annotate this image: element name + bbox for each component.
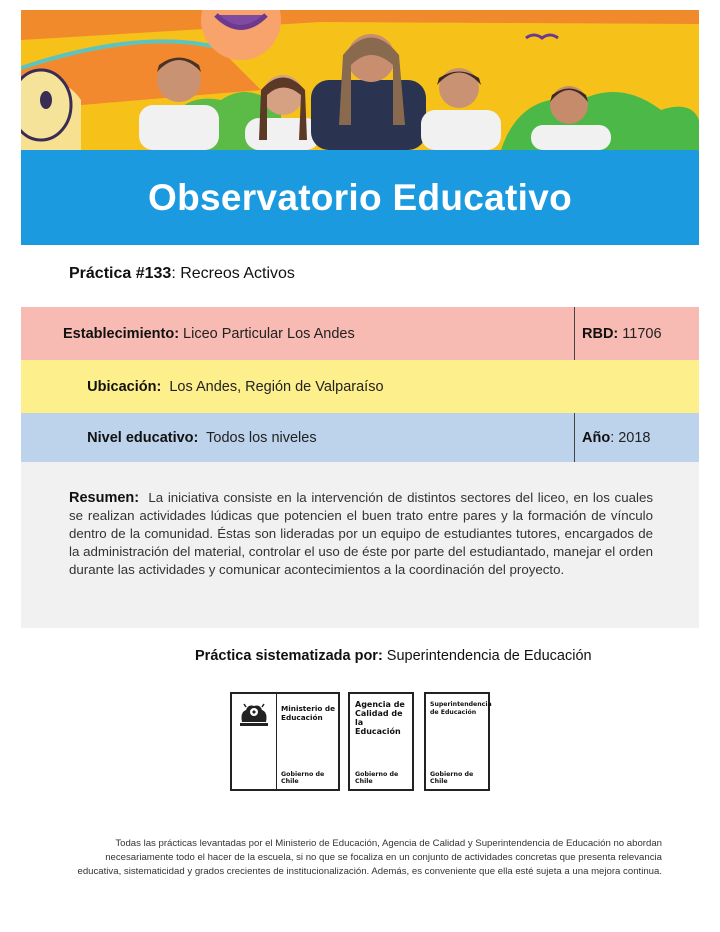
- practice-heading: [69, 265, 295, 283]
- logo-divider: [276, 694, 277, 789]
- systematized-value: Superintendencia de Educación: [382, 648, 592, 664]
- logo-agencia-calidad: [348, 692, 414, 791]
- ubicacion-value: Los Andes, Región de Valparaíso: [161, 378, 384, 395]
- superintendencia-gobierno-label: Gobierno de Chile: [430, 771, 474, 785]
- agencia-name-line3: Educación: [355, 727, 401, 736]
- logo-superintendencia: [424, 692, 490, 791]
- anio-cell: [574, 413, 699, 462]
- chile-coat-of-arms-icon: [236, 700, 272, 728]
- disclaimer-line-1: Todas las prácticas levantadas por el Ministerio de Educación, Agencia de Calidad y Superintendencia de Educación no abordan: [115, 838, 662, 849]
- disclaimer-line-2: necesariamente todo el hacer de la escuela, si no que se focaliza en un conjunto de actividades concretas que presenta relevancia: [105, 852, 662, 863]
- title-band: [21, 150, 699, 245]
- systematized-by: [195, 648, 592, 664]
- summary-text: La iniciativa consiste en la intervención de distintos sectores del liceo, en los cuales se realizan actividades lúdicas que potencien el buen trato entre pares y la formación de vínculo dentro de la comunidad. Éstas son lideradas por un equipo de estudiantes tutores, encargados de la administración del material, controlar el uso de éste por parte del estudiantado, manejar el orden durante las actividades y comunicar acontecimientos a la coordinación del proyecto.: [69, 490, 657, 577]
- banner-photo: [21, 10, 699, 150]
- agencia-gobierno-label: Gobierno de Chile: [355, 771, 399, 785]
- mural-photo-illustration: [21, 10, 699, 150]
- ubicacion-cell: [21, 363, 574, 411]
- practice-number-label: Práctica #133: [69, 265, 172, 282]
- nivel-value: Todos los niveles: [198, 429, 317, 446]
- practice-separator: :: [171, 265, 176, 282]
- rbd-label: RBD:: [582, 325, 619, 342]
- superintendencia-name-line1: Superintendencia: [430, 701, 492, 708]
- establecimiento-value: Liceo Particular Los Andes: [179, 325, 355, 342]
- disclaimer-line-3: educativa, sistematicidad y grados crecientes de institucionalización. Además, es conveniente que ella esté sujeta a una mejora continua.: [77, 866, 662, 877]
- info-row-nivel: [21, 413, 699, 462]
- info-row-ubicacion: [21, 360, 699, 413]
- establecimiento-label: Establecimiento:: [63, 325, 180, 342]
- info-table: [21, 307, 699, 462]
- agencia-name-line2: Calidad de la: [355, 709, 403, 727]
- nivel-label: Nivel educativo:: [87, 429, 199, 446]
- nivel-cell: [21, 414, 574, 462]
- superintendencia-name-line2: de Educación: [430, 709, 477, 716]
- anio-value: : 2018: [610, 429, 651, 446]
- page-title: Observatorio Educativo: [148, 176, 572, 218]
- systematized-label: Práctica sistematizada por:: [195, 648, 383, 664]
- ministerio-name-line1: Ministerio de: [281, 704, 336, 713]
- logo-ministerio-educacion: [230, 692, 340, 791]
- ministerio-gobierno-label: Gobierno de Chile: [281, 771, 325, 785]
- agencia-name-line1: Agencia de: [355, 700, 405, 709]
- summary-paragraph: [69, 489, 657, 579]
- summary-label: Resumen:: [69, 490, 140, 506]
- rbd-value: 11706: [618, 325, 662, 342]
- establecimiento-cell: [21, 326, 574, 342]
- ministerio-name-line2: Educación: [281, 713, 323, 722]
- info-row-establecimiento: [21, 307, 699, 360]
- anio-label: Año: [582, 429, 611, 446]
- institution-logos: [0, 692, 720, 793]
- practice-name: Recreos Activos: [175, 265, 295, 282]
- rbd-cell: [574, 307, 699, 360]
- ubicacion-label: Ubicación:: [87, 378, 162, 395]
- ministerio-name: [281, 704, 335, 722]
- summary-panel: [21, 462, 699, 628]
- superintendencia-name: [430, 701, 492, 717]
- agencia-name: [355, 700, 412, 736]
- disclaimer: [62, 837, 662, 879]
